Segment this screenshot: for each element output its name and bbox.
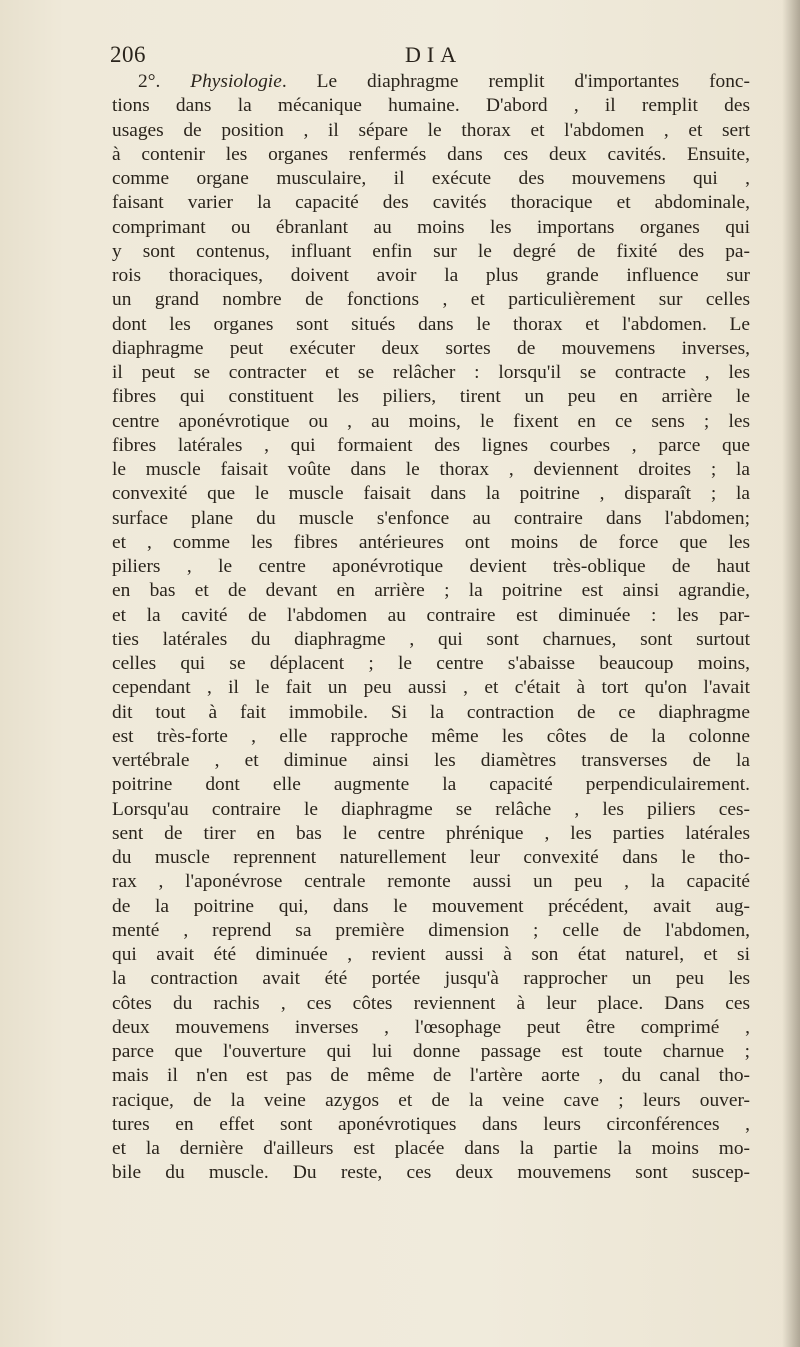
text-line: poitrine dont elle augmente la capacité perpendiculairement. <box>112 774 750 796</box>
text-line: convexité que le muscle faisait dans la poitrine , disparaît ; la <box>112 483 750 505</box>
text-line: diaphragme peut exécuter deux sortes de mouvemens inverses, <box>112 337 750 359</box>
text-line: est très-forte , elle rapproche même les côtes de la colonne <box>112 725 750 747</box>
text-line: tures en effet sont aponévrotiques dans leurs circonférences , <box>112 1113 750 1135</box>
text-line: rois thoraciques, doivent avoir la plus grande influence sur <box>112 265 750 286</box>
text-line: parce que l'ouverture qui lui donne passage est toute charnue ; <box>112 1041 750 1062</box>
text-line: comme organe musculaire, il exécute des mouvemens qui , <box>112 168 750 189</box>
text-line: y sont contenus, influant enfin sur le degré de fixité des pa- <box>112 240 750 262</box>
text-line: en bas et de devant en arrière ; la poitrine est ainsi agrandie, <box>112 580 750 602</box>
text-line: et la cavité de l'abdomen au contraire est diminuée : les par- <box>112 604 750 626</box>
text-line: de la poitrine qui, dans le mouvement précédent, avait aug- <box>112 895 750 917</box>
text-line: à contenir les organes renfermés dans ces deux cavités. Ensuite, <box>112 143 750 165</box>
running-head: DIA <box>405 42 463 67</box>
text-line: qui avait été diminuée , revient aussi à son état naturel, et si <box>112 944 750 965</box>
text-line: dit tout à fait immobile. Si la contraction de ce diaphragme <box>112 701 750 723</box>
text-line: fibres qui constituent les piliers, tirent un peu en arrière le <box>112 386 750 408</box>
text-line: et la dernière d'ailleurs est placée dans la partie la moins mo- <box>112 1138 750 1159</box>
text-line: centre aponévrotique ou , au moins, le fixent en ce sens ; les <box>112 410 750 432</box>
text-line: racique, de la veine azygos et de la veine cave ; leurs ouver- <box>112 1089 750 1111</box>
text-line: comprimant ou ébranlant au moins les importans organes qui <box>112 216 750 238</box>
body-text <box>112 70 750 1186</box>
text-line: vertébrale , et diminue ainsi les diamètres transverses de la <box>112 750 750 771</box>
text-line: et , comme les fibres antérieures ont moins de force que les <box>112 531 750 553</box>
text-line: celles qui se déplacent ; le centre s'abaisse beaucoup moins, <box>112 653 750 674</box>
text-line: rax , l'aponévrose centrale remonte aussi un peu , la capacité <box>112 871 750 893</box>
section-title: Physiologie <box>190 71 282 92</box>
page-number: 206 <box>110 42 146 67</box>
text-line: usages de position , il sépare le thorax et l'abdomen , et sert <box>112 119 750 141</box>
page-edge-shadow <box>782 0 800 1347</box>
text-line: un grand nombre de fonctions , et particulièrement sur celles <box>112 289 750 311</box>
text-line: bile du muscle. Du reste, ces deux mouvemens sont suscep- <box>112 1162 750 1184</box>
text-line: deux mouvemens inverses , l'œsophage peut être comprimé , <box>112 1016 750 1038</box>
text-line: menté , reprend sa première dimension ; celle de l'abdomen, <box>112 919 750 941</box>
page-header <box>110 42 750 72</box>
text-line: ties latérales du diaphragme , qui sont charnues, sont surtout <box>112 628 750 650</box>
text-line: le muscle faisait voûte dans le thorax , deviennent droites ; la <box>112 459 750 480</box>
text-line: fibres latérales , qui formaient des lignes courbes , parce que <box>112 434 750 456</box>
text-line: faisant varier la capacité des cavités thoracique et abdominale, <box>112 192 750 214</box>
text-line: dont les organes sont situés dans le thorax et l'abdomen. Le <box>112 313 750 335</box>
text-line: il peut se contracter et se relâcher : lorsqu'il se contracte , les <box>112 362 750 383</box>
text-line: la contraction avait été portée jusqu'à rapprocher un peu les <box>112 968 750 990</box>
text-line: piliers , le centre aponévrotique devient très-oblique de haut <box>112 556 750 577</box>
text-line: du muscle reprennent naturellement leur convexité dans le tho- <box>112 847 750 868</box>
text-line: mais il n'en est pas de même de l'artère aorte , du canal tho- <box>112 1065 750 1087</box>
text-line: surface plane du muscle s'enfonce au contraire dans l'abdomen; <box>112 507 750 529</box>
text-line: cependant , il le fait un peu aussi , et c'était à tort qu'on l'avait <box>112 677 750 699</box>
text-line: 2°. Physiologie. Le diaphragme remplit d'importantes fonc- <box>138 71 750 92</box>
text-line: Lorsqu'au contraire le diaphragme se relâche , les piliers ces- <box>112 798 750 820</box>
text-line: sent de tirer en bas le centre phrénique , les parties latérales <box>112 822 750 844</box>
text-line: côtes du rachis , ces côtes reviennent à leur place. Dans ces <box>112 992 750 1014</box>
text-line: tions dans la mécanique humaine. D'abord , il remplit des <box>112 95 750 117</box>
